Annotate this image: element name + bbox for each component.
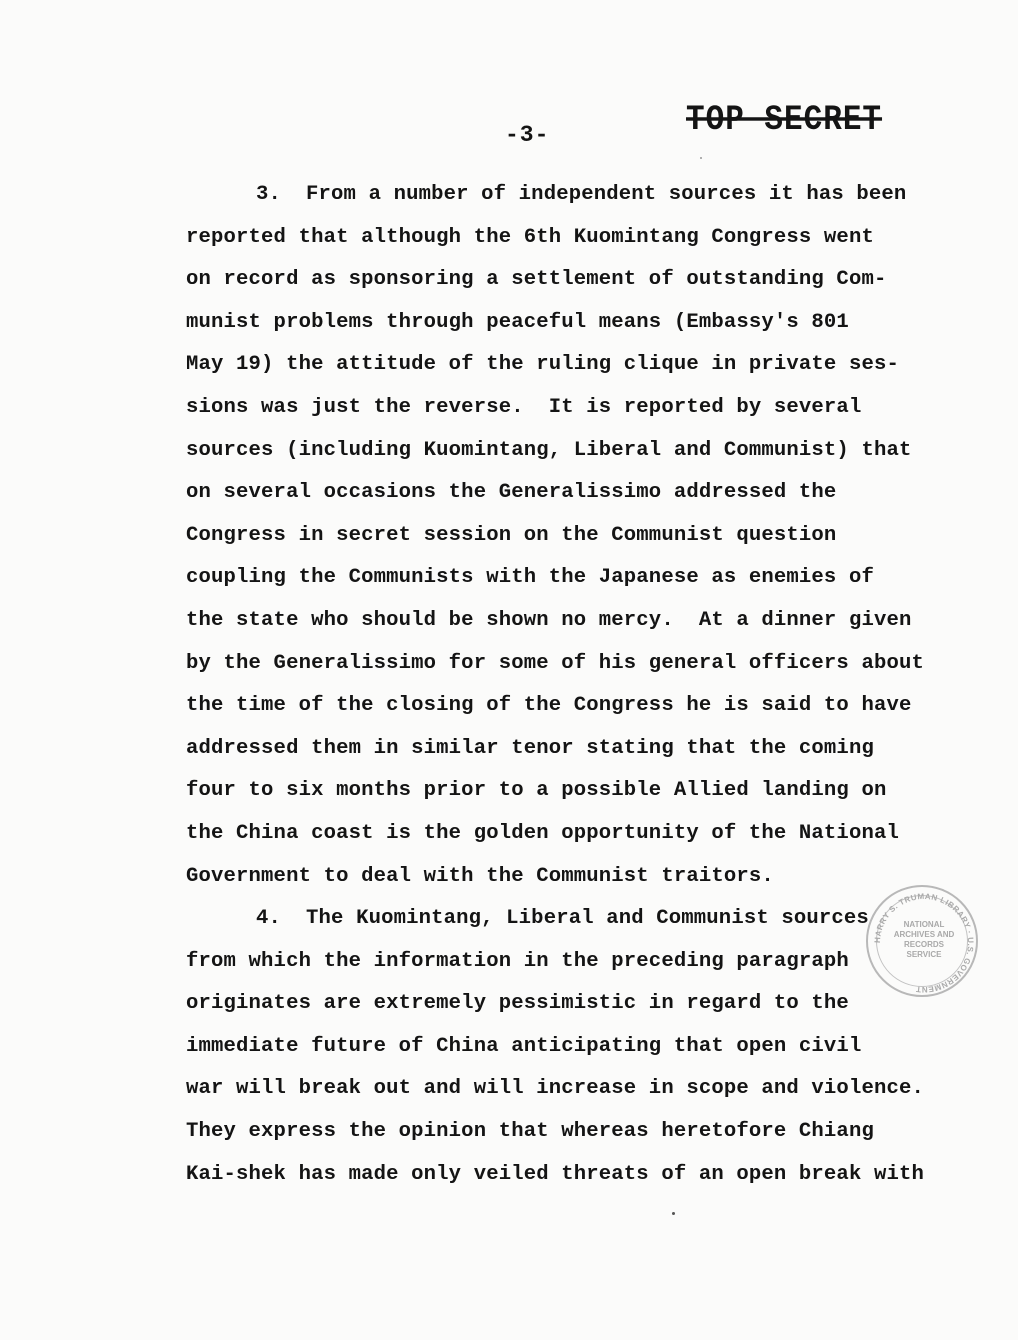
paragraph-3-line-16: the China coast is the golden opportunity of the National: [186, 821, 899, 845]
document-body: [186, 180, 946, 1202]
paragraph-3-line-9: Congress in secret session on the Communist question: [186, 523, 837, 547]
stamp-center-line-2: ARCHIVES AND: [893, 930, 955, 939]
paragraph-3-line-1: 3. From a number of independent sources it has been: [256, 183, 907, 206]
stamp-ring-label: HARRY S. TRUMAN LIBRARY · U.S. GOVERNMENT: [872, 891, 976, 995]
paragraph-3-line-17: Government to deal with the Communist traitors.: [186, 864, 774, 888]
paragraph-4-line-2: from which the information in the preceding paragraph: [186, 949, 849, 973]
paragraph-3-line-7: sources (including Kuomintang, Liberal and Communist) that: [186, 438, 912, 462]
paragraph-3-line-5: May 19) the attitude of the ruling clique in private ses-: [186, 353, 899, 377]
ink-speck: [672, 1212, 675, 1215]
paragraph-3-line-2: reported that although the 6th Kuomintang Congress went: [186, 225, 874, 249]
archive-stamp: [866, 885, 978, 997]
stamp-center-line-4: SERVICE: [906, 950, 942, 959]
paragraph-3-line-6: sions was just the reverse. It is reported by several: [186, 395, 862, 419]
paragraph-3-line-3: on record as sponsoring a settlement of outstanding Com-: [186, 268, 887, 292]
paragraph-3-line-8: on several occasions the Generalissimo addressed the: [186, 481, 837, 505]
paragraph-3-line-11: the state who should be shown no mercy. At a dinner given: [186, 608, 912, 632]
stamp-center-text: [890, 920, 958, 960]
paragraph-3-line-12: by the Generalissimo for some of his general officers about: [186, 651, 924, 675]
paragraph-4-line-6: They express the opinion that whereas heretofore Chiang: [186, 1120, 874, 1144]
page-number: -3-: [505, 122, 550, 148]
stamp-center-line-1: NATIONAL: [903, 920, 945, 929]
ink-speck: [700, 157, 702, 159]
paragraph-3-line-4: munist problems through peaceful means (Embassy's 801: [186, 310, 849, 334]
classification-marking: TOP SECRET: [686, 100, 883, 141]
paragraph-3-line-10: coupling the Communists with the Japanese as enemies of: [186, 566, 874, 590]
stamp-center-line-3: RECORDS: [903, 940, 944, 949]
paragraph-3-line-14: addressed them in similar tenor stating that the coming: [186, 736, 874, 760]
paragraph-4-line-4: immediate future of China anticipating that open civil: [186, 1034, 862, 1058]
paragraph-3-line-13: the time of the closing of the Congress he is said to have: [186, 694, 912, 718]
paragraph-4-line-3: originates are extremely pessimistic in regard to the: [186, 992, 849, 1016]
paragraph-4-line-5: war will break out and will increase in scope and violence.: [186, 1077, 924, 1101]
paragraph-4-line-1: 4. The Kuomintang, Liberal and Communist sources: [256, 907, 869, 931]
paragraph-3-line-15: four to six months prior to a possible Allied landing on: [186, 779, 887, 803]
paragraph-4-line-7: Kai-shek has made only veiled threats of an open break with: [186, 1162, 924, 1186]
